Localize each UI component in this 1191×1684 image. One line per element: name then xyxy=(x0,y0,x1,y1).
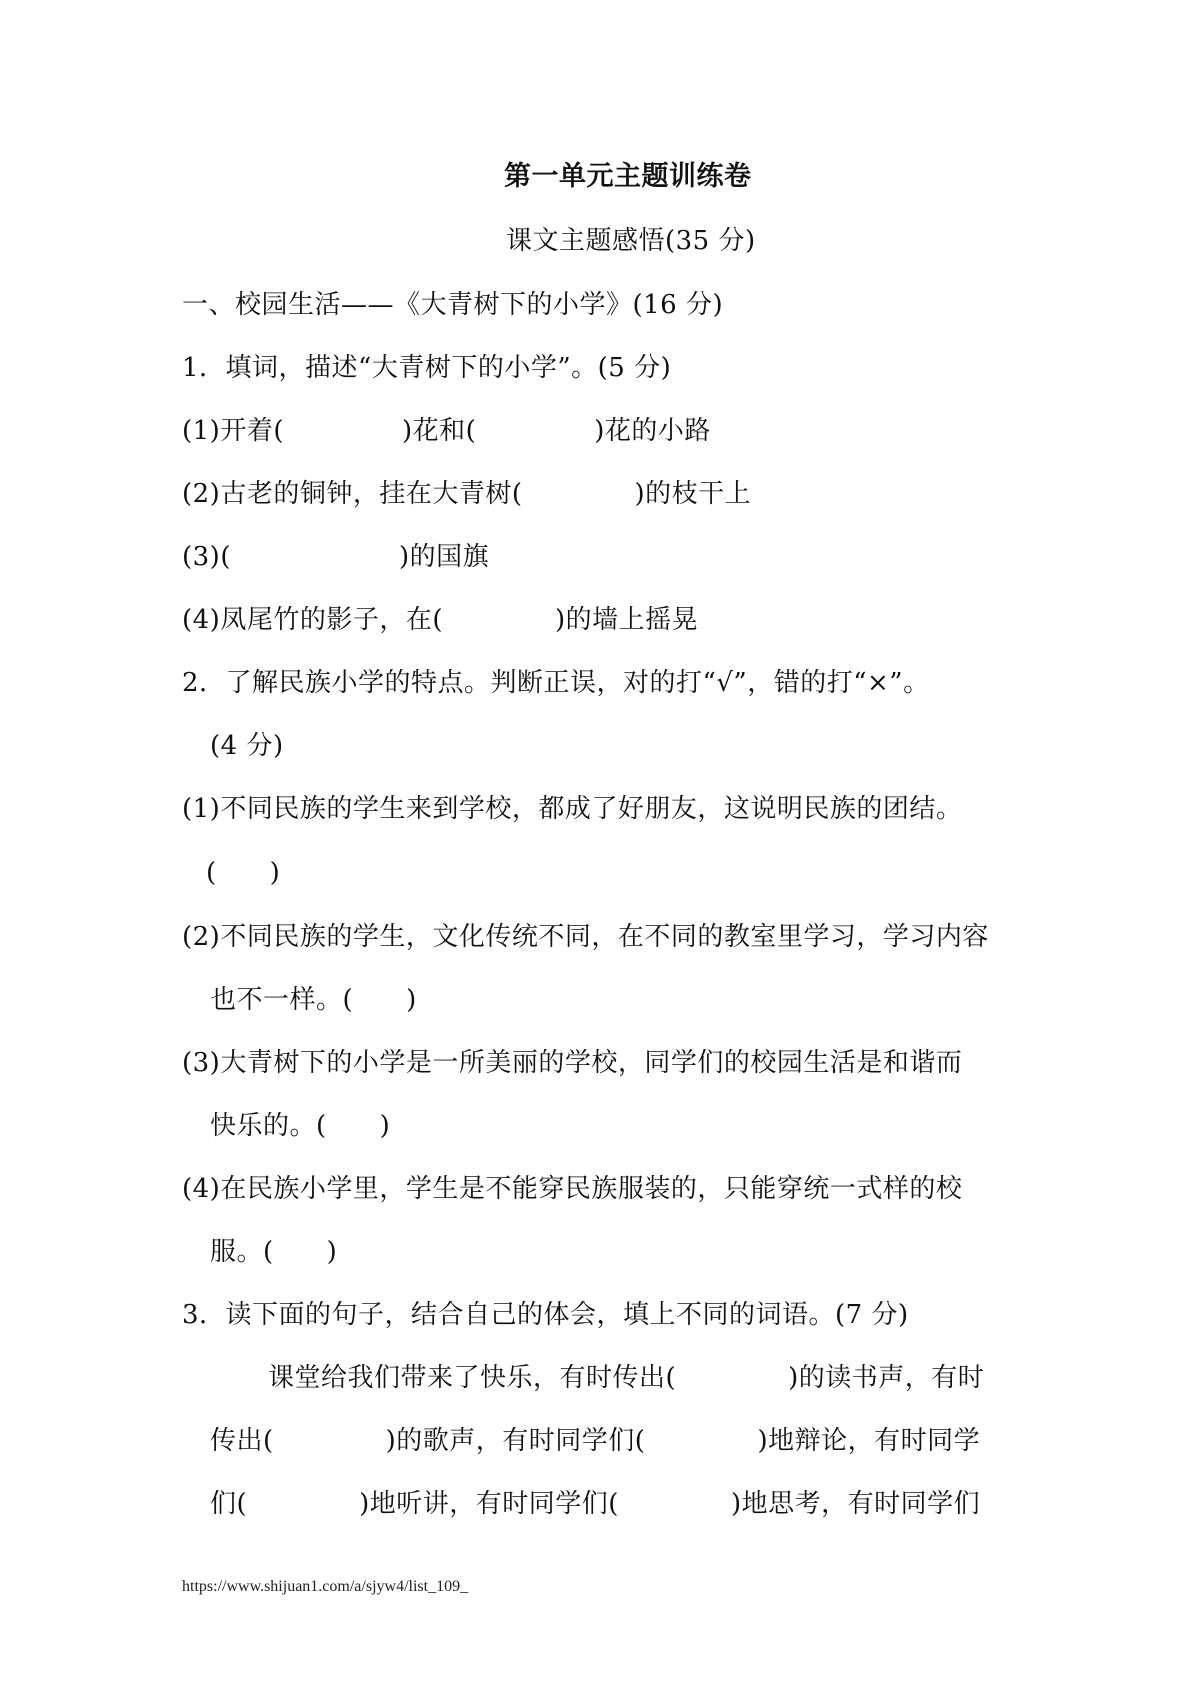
passage-line-2 xyxy=(210,1426,980,1456)
question-1-item-4 xyxy=(182,605,698,635)
text-part: )花的小路 xyxy=(594,416,711,446)
question-2-stem-cont: (4 分) xyxy=(210,731,284,761)
statement-4-cont: 服。( ) xyxy=(210,1237,338,1267)
text-part: )的读书声，有时 xyxy=(788,1363,985,1393)
text-part: (3)( xyxy=(182,542,231,572)
page-subtitle: 课文主题感悟(35 分) xyxy=(506,226,756,256)
text-part: 课堂给我们带来了快乐，有时传出( xyxy=(268,1363,677,1393)
footer-url: https://www.shijuan1.com/a/sjyw4/list_109_ xyxy=(182,1578,469,1595)
statement-2-cont: 也不一样。( ) xyxy=(210,985,417,1015)
text-part: )的国旗 xyxy=(398,542,490,572)
answer-paren: ( ) xyxy=(206,858,281,888)
text-part: )地思考，有时同学们 xyxy=(730,1489,981,1519)
passage-line-1 xyxy=(268,1363,984,1393)
text-part: 们( xyxy=(210,1489,248,1519)
question-2-stem: 2．了解民族小学的特点。判断正误，对的打“√”，错的打“×”。 xyxy=(182,668,930,698)
page-title: 第一单元主题训练卷 xyxy=(504,161,752,192)
text-part: )花和( xyxy=(401,416,477,446)
text-part: )地辩论，有时同学 xyxy=(757,1426,981,1456)
text-part: )的枝干上 xyxy=(634,479,752,509)
statement-2: (2)不同民族的学生，文化传统不同，在不同的教室里学习，学习内容 xyxy=(182,922,989,952)
question-1-item-2 xyxy=(182,479,751,509)
text-part: )地听讲，有时同学们( xyxy=(359,1489,619,1519)
question-1-item-1 xyxy=(182,416,711,446)
text-part: (1)开着( xyxy=(182,416,284,446)
statement-4: (4)在民族小学里，学生是不能穿民族服装的，只能穿统一式样的校 xyxy=(182,1174,963,1204)
passage-line-3 xyxy=(210,1489,980,1519)
question-1-stem: 1．填词，描述“大青树下的小学”。(5 分) xyxy=(182,353,672,383)
section-heading: 一、校园生活——《大青树下的小学》(16 分) xyxy=(182,290,724,320)
text-part: (4)凤尾竹的影子，在( xyxy=(182,605,443,635)
question-1-item-3 xyxy=(182,542,489,572)
text-part: )的墙上摇晃 xyxy=(554,605,699,635)
statement-3-cont: 快乐的。( ) xyxy=(210,1111,391,1141)
question-3-stem: 3．读下面的句子，结合自己的体会，填上不同的词语。(7 分) xyxy=(182,1300,909,1330)
statement-1: (1)不同民族的学生来到学校，都成了好朋友，这说明民族的团结。 xyxy=(182,794,963,824)
statement-3: (3)大青树下的小学是一所美丽的学校，同学们的校园生活是和谐而 xyxy=(182,1048,963,1078)
text-part: )的歌声，有时同学们( xyxy=(385,1426,646,1456)
text-part: 传出( xyxy=(210,1426,274,1456)
text-part: (2)古老的铜钟，挂在大青树( xyxy=(182,479,523,509)
